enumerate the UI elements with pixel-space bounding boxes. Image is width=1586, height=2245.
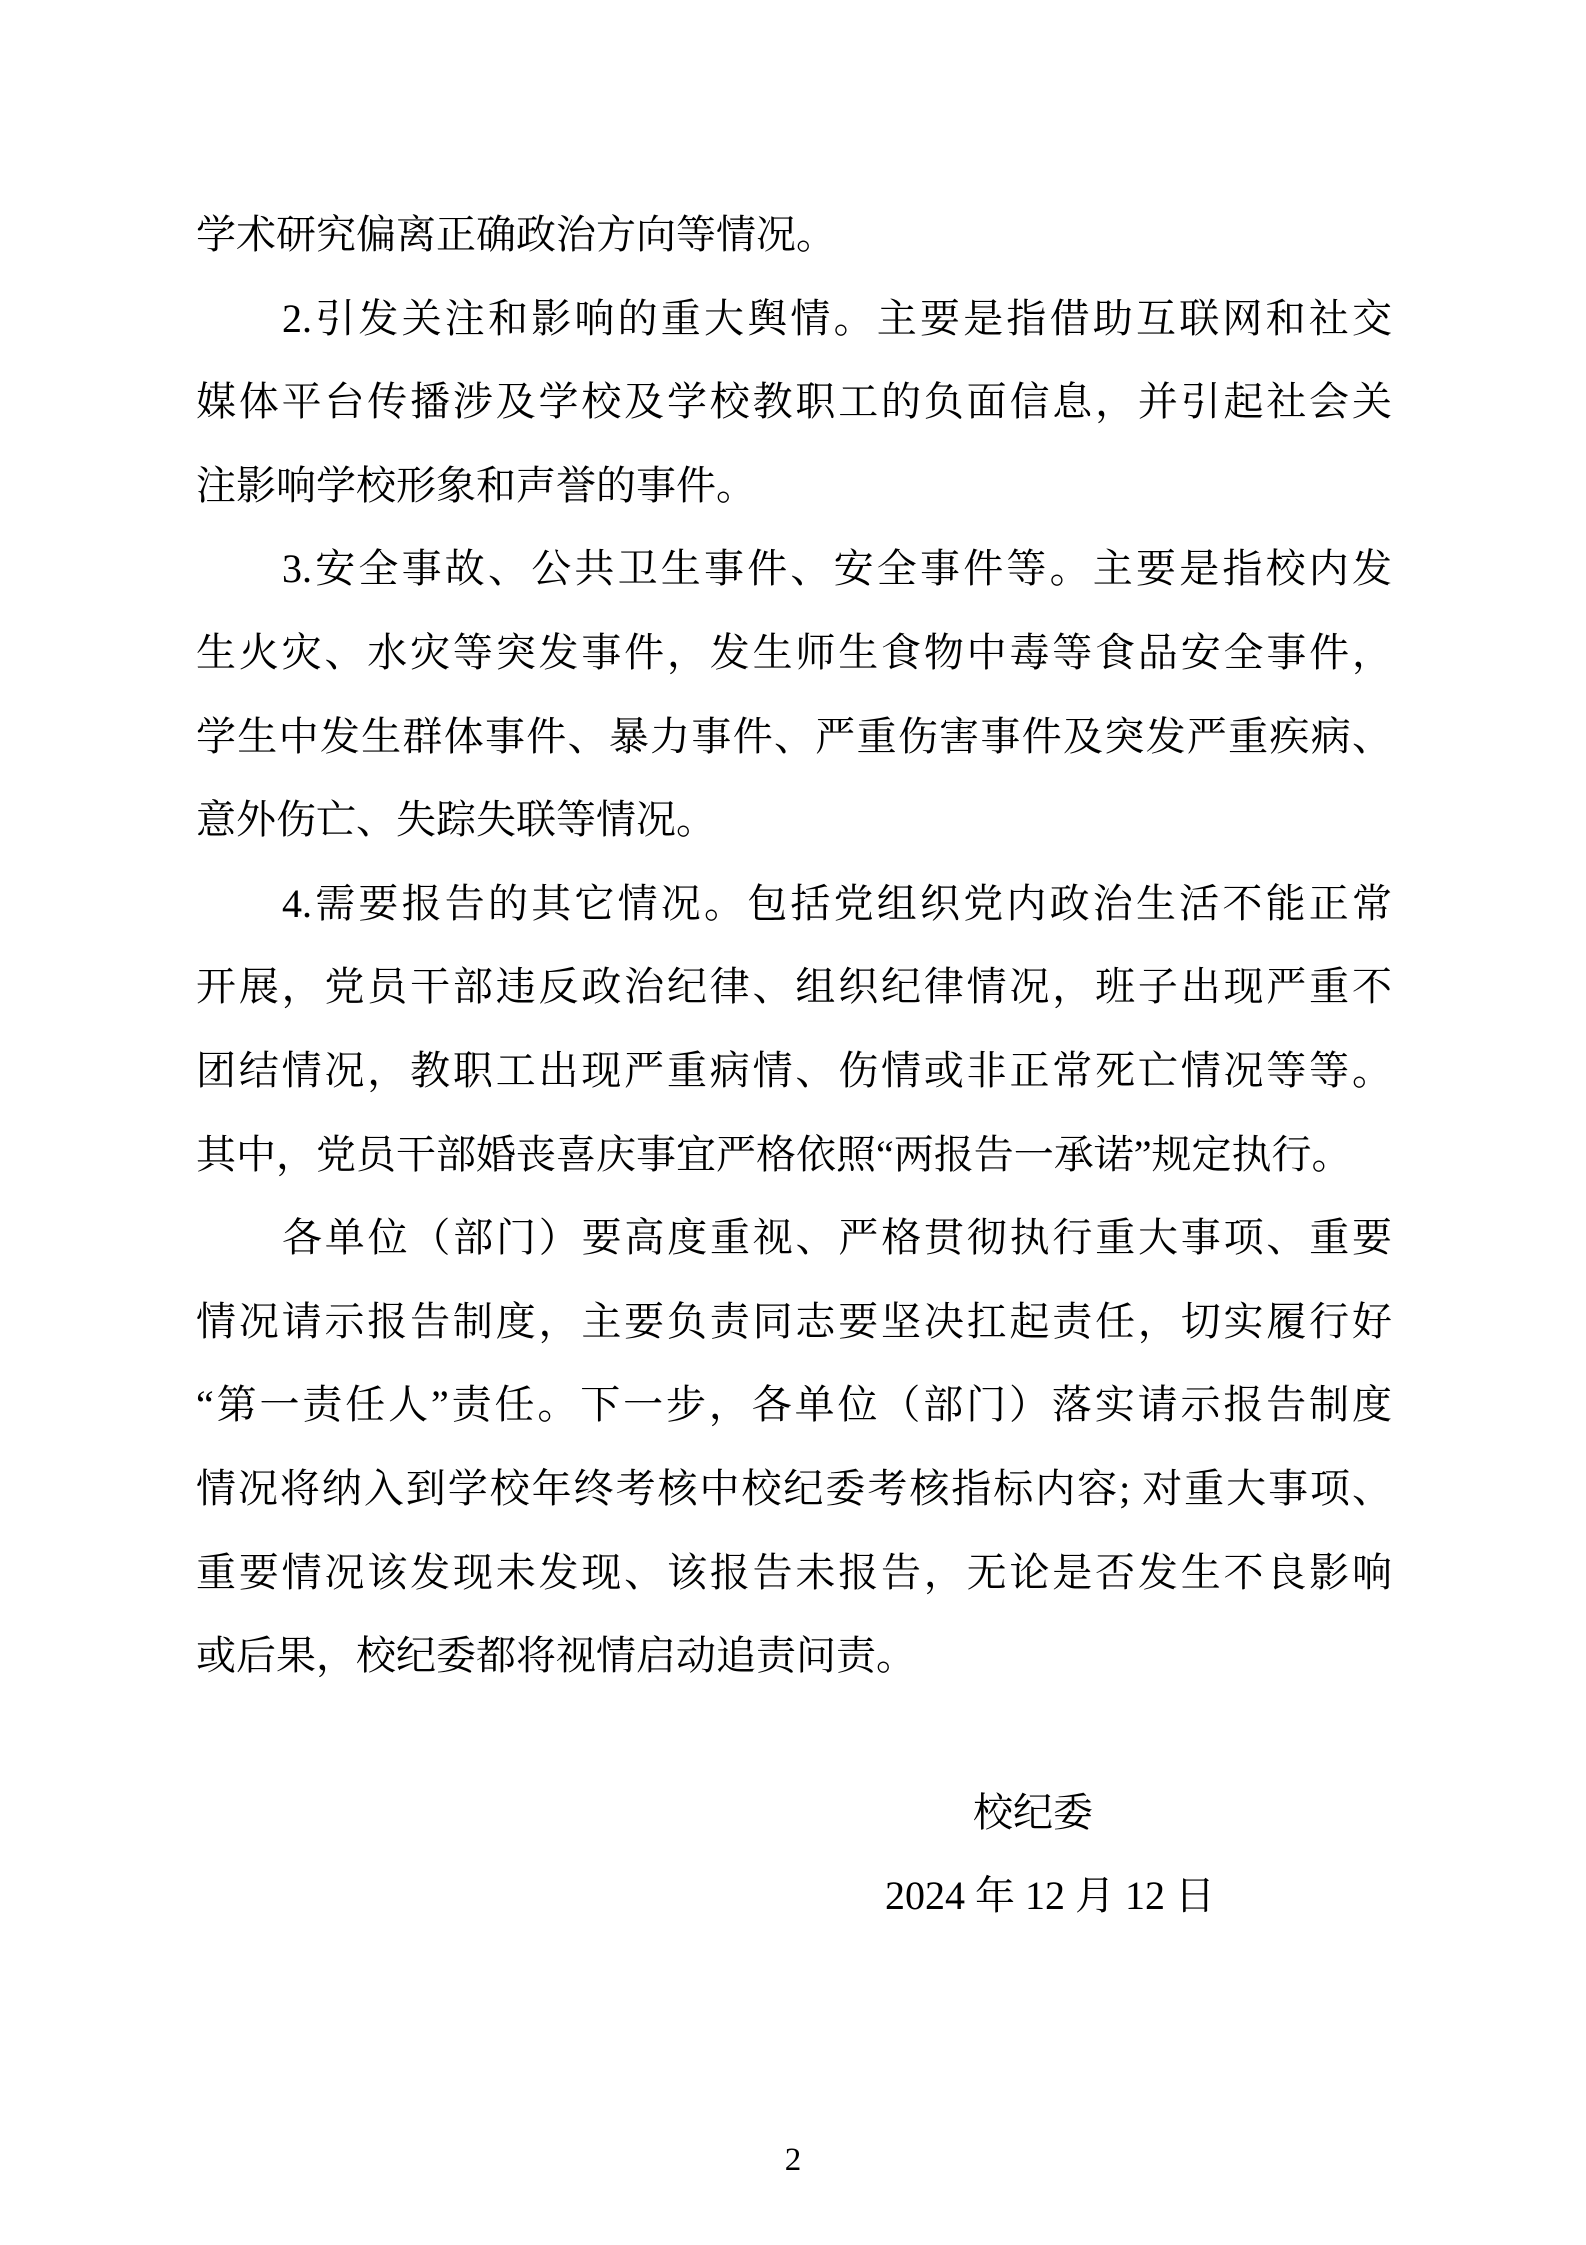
text-line: 团结情况，教职工出现严重病情、伤情或非正常死亡情况等等。	[196, 1047, 1392, 1093]
text-line: 注影响学校形象和声誉的事件。	[196, 462, 756, 508]
text-line: 意外伤亡、失踪失联等情况。	[196, 797, 716, 843]
text-line: 2.引发关注和影响的重大舆情。主要是指借助互联网和社交	[282, 295, 1392, 341]
signature: 校纪委	[973, 1789, 1093, 1835]
document-body	[196, 193, 1392, 1938]
text-line: 情况将纳入到学校年终考核中校纪委考核指标内容; 对重大事项、	[196, 1465, 1392, 1511]
text-line: 4.需要报告的其它情况。包括党组织党内政治生活不能正常	[282, 880, 1392, 926]
text-line: 情况请示报告制度，主要负责同志要坚决扛起责任，切实履行好	[196, 1298, 1392, 1344]
text-line: 其中，党员干部婚丧喜庆事宜严格依照“两报告一承诺”规定执行。	[196, 1131, 1352, 1177]
signature-date: 2024 年 12 月 12 日	[885, 1873, 1215, 1919]
text-line: 学术研究偏离正确政治方向等情况。	[196, 212, 836, 257]
text-line: 或后果，校纪委都将视情启动追责问责。	[196, 1633, 916, 1679]
signature-block	[196, 1771, 1392, 1938]
text-line: 学生中发生群体事件、暴力事件、严重伤害事件及突发严重疾病、	[196, 713, 1392, 759]
page-number: 2	[784, 2142, 802, 2178]
text-line: 生火灾、水灾等突发事件，发生师生食物中毒等食品安全事件，	[196, 629, 1392, 675]
text-line: 开展，党员干部违反政治纪律、组织纪律情况，班子出现严重不	[196, 964, 1392, 1010]
text-line: 媒体平台传播涉及学校及学校教职工的负面信息，并引起社会关	[196, 379, 1392, 425]
text-line: 重要情况该发现未发现、该报告未报告，无论是否发生不良影响	[196, 1549, 1392, 1595]
text-line: 3.安全事故、公共卫生事件、安全事件等。主要是指校内发	[282, 546, 1392, 592]
text-line: “第一责任人”责任。下一步，各单位（部门）落实请示报告制度	[196, 1382, 1392, 1428]
text-line: 各单位（部门）要高度重视、严格贯彻执行重大事项、重要	[282, 1215, 1392, 1261]
